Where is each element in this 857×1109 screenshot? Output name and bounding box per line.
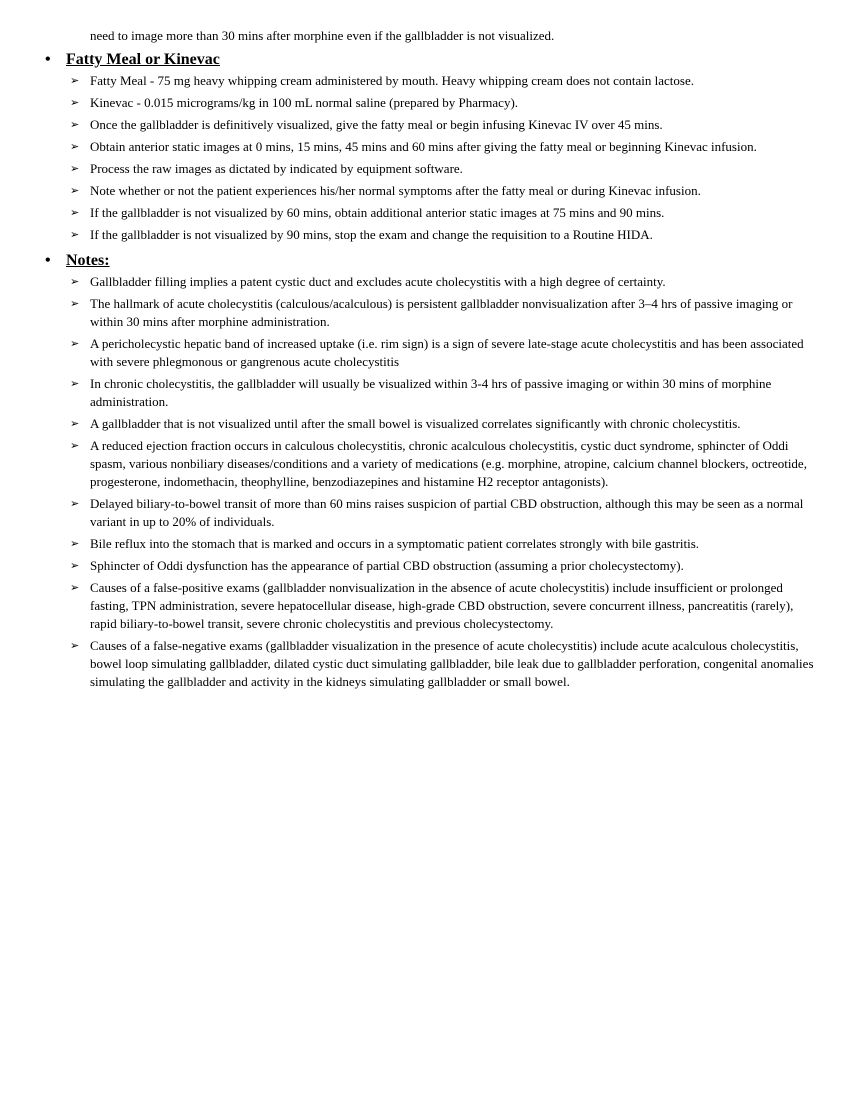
list-item-text: The hallmark of acute cholecystitis (calculous/acalculous) is persistent gallbladder nonvisualization after 3–4 hrs of passive imaging or within 30 mins after morphine administration.	[90, 296, 793, 329]
list-item	[0, 535, 815, 553]
list-item	[0, 273, 815, 291]
list-item	[0, 557, 815, 575]
arrow-bullet-icon: ➢	[70, 439, 80, 452]
list-item-text: Bile reflux into the stomach that is marked and occurs in a symptomatic patient correlates strongly with bile gastritis.	[90, 536, 700, 551]
list-item	[0, 579, 815, 633]
notes-list	[0, 273, 857, 691]
list-item	[0, 495, 815, 531]
list-item-text: A pericholecystic hepatic band of increased uptake (i.e. rim sign) is a sign of severe late-stage acute cholecystitis and has been associated with severe phlegmonous or gangrenous acute cholecystitis	[90, 336, 804, 369]
list-item-text: Once the gallbladder is definitively visualized, give the fatty meal or begin infusing Kinevac IV over 45 mins.	[90, 117, 663, 132]
list-item	[0, 204, 815, 222]
list-item	[0, 160, 815, 178]
list-item	[0, 116, 815, 134]
list-item	[0, 72, 815, 90]
bullet-icon: •	[45, 51, 51, 68]
arrow-bullet-icon: ➢	[70, 559, 80, 572]
list-item-text: Gallbladder filling implies a patent cystic duct and excludes acute cholecystitis with a high degree of certainty.	[90, 274, 666, 289]
section-fatty-meal-or-kinevac	[0, 49, 857, 244]
list-item-text: Sphincter of Oddi dysfunction has the appearance of partial CBD obstruction (assuming a prior cholecystectomy).	[90, 558, 684, 573]
list-item	[0, 138, 815, 156]
arrow-bullet-icon: ➢	[70, 162, 80, 175]
arrow-bullet-icon: ➢	[70, 140, 80, 153]
list-item-text: Fatty Meal - 75 mg heavy whipping cream administered by mouth. Heavy whipping cream does not contain lactose.	[90, 73, 694, 88]
arrow-bullet-icon: ➢	[70, 275, 80, 288]
list-item-text: Delayed biliary-to-bowel transit of more than 60 mins raises suspicion of partial CBD obstruction, although this may be seen as a normal variant in up to 20% of individuals.	[90, 496, 804, 529]
arrow-bullet-icon: ➢	[70, 228, 80, 241]
continuation-text: need to image more than 30 mins after morphine even if the gallbladder is not visualized.	[90, 28, 555, 43]
list-item	[0, 437, 815, 491]
list-item-text: If the gallbladder is not visualized by 90 mins, stop the exam and change the requisition to a Routine HIDA.	[90, 227, 653, 242]
list-item-text: Note whether or not the patient experiences his/her normal symptoms after the fatty meal or during Kinevac infusion.	[90, 183, 701, 198]
bullet-icon: •	[45, 252, 51, 269]
section-heading	[0, 49, 857, 71]
arrow-bullet-icon: ➢	[70, 417, 80, 430]
list-item-text: If the gallbladder is not visualized by 60 mins, obtain additional anterior static images at 75 mins and 90 mins.	[90, 205, 665, 220]
section-title-notes: Notes:	[66, 252, 110, 269]
section-title-fatty-meal-or-kinevac: Fatty Meal or Kinevac	[66, 51, 220, 68]
list-item	[0, 637, 815, 691]
list-item	[0, 182, 815, 200]
section-heading	[0, 250, 857, 272]
arrow-bullet-icon: ➢	[70, 581, 80, 594]
list-item-text: Kinevac - 0.015 micrograms/kg in 100 mL normal saline (prepared by Pharmacy).	[90, 95, 519, 110]
arrow-bullet-icon: ➢	[70, 118, 80, 131]
list-item-text: In chronic cholecystitis, the gallbladder will usually be visualized within 3-4 hrs of passive imaging or within 30 mins of morphine administration.	[90, 376, 772, 409]
list-item	[0, 226, 815, 244]
list-item	[0, 295, 815, 331]
list-item	[0, 335, 815, 371]
arrow-bullet-icon: ➢	[70, 497, 80, 510]
arrow-bullet-icon: ➢	[70, 96, 80, 109]
arrow-bullet-icon: ➢	[70, 297, 80, 310]
list-item-text: A reduced ejection fraction occurs in calculous cholecystitis, chronic acalculous cholecystitis, cystic duct syndrome, sphincter of Oddi spasm, various nonbiliary diseases/conditions and a variety of medications (e.g. morphine, atropine, calcium channel blockers, octreotide, progesterone, indomethacin, theophylline, benzodiazepines and histamine H2 receptor antagonists).	[90, 438, 807, 489]
list-item	[0, 94, 815, 112]
arrow-bullet-icon: ➢	[70, 639, 80, 652]
list-item-text: Causes of a false-negative exams (gallbladder visualization in the presence of acute cholecystitis) include acute acalculous cholecystitis, bowel loop simulating gallbladder, dilated cystic duct simulating gallbladder, bile leak due to gallbladder perforation, congenital anomalies simulating the gallbladder and activity in the kidneys simulating gallbladder or small bowel.	[90, 638, 814, 689]
arrow-bullet-icon: ➢	[70, 184, 80, 197]
list-item-text: Obtain anterior static images at 0 mins, 15 mins, 45 mins and 60 mins after giving the fatty meal or beginning Kinevac infusion.	[90, 139, 757, 154]
arrow-bullet-icon: ➢	[70, 74, 80, 87]
list-item-text: A gallbladder that is not visualized until after the small bowel is visualized correlates significantly with chronic cholecystitis.	[90, 416, 741, 431]
arrow-bullet-icon: ➢	[70, 377, 80, 390]
section-notes	[0, 250, 857, 691]
list-item-text: Causes of a false-positive exams (gallbladder nonvisualization in the absence of acute cholecystitis) include insufficient or prolonged fasting, TPN administration, severe hepatocellular disease, high-grade CBD obstruction, severe concurrent illness, pancreatitis (rarely), rapid biliary-to-bowel transit, severe chronic cholecystitis and previous cholecystectomy.	[90, 580, 794, 631]
list-item-text: Process the raw images as dictated by indicated by equipment software.	[90, 161, 463, 176]
list-item	[0, 415, 815, 433]
arrow-bullet-icon: ➢	[70, 206, 80, 219]
arrow-bullet-icon: ➢	[70, 537, 80, 550]
fatty-meal-list	[0, 72, 857, 244]
list-item	[0, 375, 815, 411]
arrow-bullet-icon: ➢	[70, 337, 80, 350]
